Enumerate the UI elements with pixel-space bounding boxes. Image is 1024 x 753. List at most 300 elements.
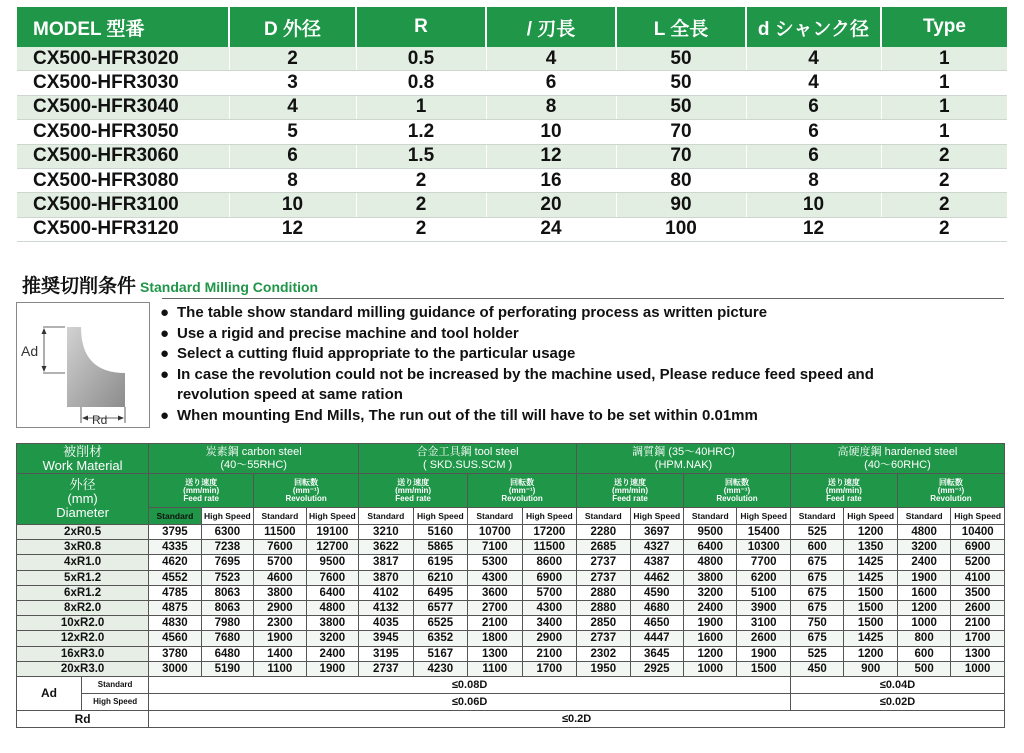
condition-value-cell: 4785 — [149, 585, 201, 600]
condition-value-cell: 600 — [897, 646, 950, 661]
condition-value-cell: 2400 — [684, 600, 737, 615]
condition-value-cell: 2925 — [630, 661, 683, 676]
condition-value-cell: 3645 — [630, 646, 683, 661]
ad-high-main-value: ≤0.06D — [149, 693, 791, 710]
ad-dimension-label: Ad — [21, 343, 39, 359]
condition-value-cell: 450 — [790, 661, 843, 676]
overall-length: 50 — [616, 47, 746, 71]
condition-value-cell: 4335 — [149, 540, 201, 555]
header-type: Type — [881, 7, 1007, 47]
shank-diameter: 10 — [746, 193, 881, 217]
condition-value-cell: 6480 — [201, 646, 253, 661]
condition-value-cell: 1200 — [897, 600, 950, 615]
condition-value-cell: 3800 — [306, 616, 359, 631]
condition-value-cell: 6900 — [522, 570, 577, 585]
model-row — [17, 120, 1007, 144]
milling-row — [17, 646, 1005, 661]
rd-row — [17, 710, 1005, 727]
model-number: CX500-HFR3100 — [17, 193, 229, 217]
condition-value-cell: 4552 — [149, 570, 201, 585]
condition-value-cell: 2685 — [577, 540, 630, 555]
d-diameter: 3 — [229, 71, 356, 95]
condition-value-cell: 9500 — [306, 555, 359, 570]
condition-value-cell: 5700 — [254, 555, 306, 570]
condition-value-cell: 900 — [844, 661, 897, 676]
model-row — [17, 193, 1007, 217]
condition-value-cell: 1425 — [844, 555, 897, 570]
diameter-cell: 8xR2.0 — [17, 600, 149, 615]
diameter-cell: 3xR0.8 — [17, 540, 149, 555]
condition-value-cell: 6210 — [413, 570, 467, 585]
revolution-header: 回転数 (mm⁻¹) Revolution — [897, 474, 1004, 508]
model-row — [17, 168, 1007, 192]
condition-value-cell: 6900 — [951, 540, 1005, 555]
type-value: 1 — [881, 71, 1007, 95]
condition-value-cell: 10300 — [737, 540, 790, 555]
bullet-icon: ● — [160, 365, 170, 383]
condition-value-cell: 4462 — [630, 570, 683, 585]
milling-row — [17, 661, 1005, 676]
shank-diameter: 6 — [746, 95, 881, 119]
condition-value-cell: 1100 — [254, 661, 306, 676]
type-value: 1 — [881, 120, 1007, 144]
condition-value-cell: 1500 — [844, 616, 897, 631]
bullet-icon: ● — [160, 345, 170, 362]
mode-high-speed-header: High Speed — [306, 508, 359, 525]
diameter-cell: 5xR1.2 — [17, 570, 149, 585]
condition-value-cell: 3000 — [149, 661, 201, 676]
flute-length: 10 — [486, 120, 616, 144]
work-material-header: 被削材 Work Material — [17, 444, 149, 474]
condition-value-cell: 1000 — [951, 661, 1005, 676]
condition-value-cell: 1900 — [684, 616, 737, 631]
workpiece-shape — [67, 327, 125, 407]
condition-value-cell: 675 — [790, 555, 843, 570]
condition-value-cell: 1200 — [684, 646, 737, 661]
condition-value-cell: 675 — [790, 631, 843, 646]
condition-title — [22, 271, 318, 298]
type-value: 2 — [881, 217, 1007, 241]
param-header-row — [17, 474, 1005, 508]
mode-standard-header: Standard — [149, 508, 201, 525]
condition-title-jp: 推奨切削条件 — [22, 276, 137, 297]
diameter-cell: 10xR2.0 — [17, 616, 149, 631]
condition-value-cell: 5160 — [413, 525, 467, 540]
d-diameter: 12 — [229, 217, 356, 241]
feed-rate-header: 送り速度 (mm/min) Feed rate — [149, 474, 254, 508]
overall-length: 70 — [616, 120, 746, 144]
flute-length: 16 — [486, 168, 616, 192]
condition-value-cell: 525 — [790, 646, 843, 661]
header-shank-diameter: d シャンク径 — [746, 7, 881, 47]
mode-high-speed-header: High Speed — [201, 508, 253, 525]
condition-value-cell: 5300 — [468, 555, 522, 570]
diameter-header: 外径 (mm) Diameter — [17, 474, 149, 525]
ad-standard-row — [17, 676, 1005, 693]
condition-value-cell: 5700 — [522, 585, 577, 600]
condition-value-cell: 525 — [790, 525, 843, 540]
condition-value-cell: 9500 — [684, 525, 737, 540]
condition-value-cell: 500 — [897, 661, 950, 676]
condition-value-cell: 2700 — [468, 600, 522, 615]
note-text: The table show standard milling guidance of perforating process as written picture — [177, 304, 768, 321]
condition-value-cell: 675 — [790, 585, 843, 600]
condition-value-cell: 3945 — [359, 631, 413, 646]
condition-value-cell: 7695 — [201, 555, 253, 570]
flute-length: 4 — [486, 47, 616, 71]
shank-diameter: 6 — [746, 144, 881, 168]
condition-value-cell: 2400 — [897, 555, 950, 570]
condition-value-cell: 2100 — [522, 646, 577, 661]
condition-value-cell: 1600 — [684, 631, 737, 646]
r-value: 0.5 — [356, 47, 486, 71]
type-value: 1 — [881, 95, 1007, 119]
overall-length: 50 — [616, 95, 746, 119]
condition-value-cell: 2600 — [737, 631, 790, 646]
model-row — [17, 71, 1007, 95]
material-carbon-steel: 炭素鋼 carbon steel (40～55RHC) — [149, 444, 359, 474]
type-value: 2 — [881, 168, 1007, 192]
condition-value-cell: 5865 — [413, 540, 467, 555]
condition-value-cell: 4600 — [254, 570, 306, 585]
condition-value-cell: 1100 — [468, 661, 522, 676]
condition-value-cell: 4230 — [413, 661, 467, 676]
model-header-row — [17, 7, 1007, 47]
condition-value-cell: 1500 — [844, 585, 897, 600]
ad-label: Ad Standard High Speed — [17, 676, 149, 710]
condition-divider — [162, 298, 1004, 299]
note-item — [160, 344, 1010, 365]
condition-value-cell: 2302 — [577, 646, 630, 661]
condition-value-cell: 19100 — [306, 525, 359, 540]
condition-value-cell: 1900 — [897, 570, 950, 585]
model-number: CX500-HFR3120 — [17, 217, 229, 241]
condition-value-cell: 675 — [790, 600, 843, 615]
condition-value-cell: 7980 — [201, 616, 253, 631]
condition-value-cell: 2400 — [306, 646, 359, 661]
note-text: In case the revolution could not be increased by the machine used, Please reduce feed speed and revolution speed at same ration — [177, 365, 874, 403]
condition-value-cell: 1900 — [737, 646, 790, 661]
depth-of-cut-body — [17, 676, 1005, 727]
condition-value-cell: 4680 — [630, 600, 683, 615]
ad-high-hard-value: ≤0.02D — [790, 693, 1004, 710]
material-header-row — [17, 444, 1005, 474]
condition-value-cell: 6577 — [413, 600, 467, 615]
diameter-cell: 12xR2.0 — [17, 631, 149, 646]
condition-value-cell: 3200 — [897, 540, 950, 555]
flute-length: 6 — [486, 71, 616, 95]
condition-value-cell: 2100 — [468, 616, 522, 631]
condition-value-cell: 4327 — [630, 540, 683, 555]
condition-value-cell: 2280 — [577, 525, 630, 540]
note-item — [160, 365, 1010, 406]
flute-length: 24 — [486, 217, 616, 241]
milling-row — [17, 631, 1005, 646]
condition-value-cell: 12700 — [306, 540, 359, 555]
condition-value-cell: 15400 — [737, 525, 790, 540]
condition-value-cell: 3870 — [359, 570, 413, 585]
note-text: Use a rigid and precise machine and tool holder — [177, 324, 519, 342]
mode-standard-header: Standard — [790, 508, 843, 525]
header-r: R — [356, 7, 486, 47]
condition-value-cell: 4830 — [149, 616, 201, 631]
r-value: 1.2 — [356, 120, 486, 144]
milling-row — [17, 600, 1005, 615]
condition-value-cell: 1000 — [684, 661, 737, 676]
note-text: Select a cutting fluid appropriate to the particular usage — [177, 345, 576, 362]
overall-length: 70 — [616, 144, 746, 168]
condition-value-cell: 800 — [897, 631, 950, 646]
condition-value-cell: 2600 — [951, 600, 1005, 615]
condition-value-cell: 4300 — [468, 570, 522, 585]
condition-value-cell: 3817 — [359, 555, 413, 570]
d-diameter: 5 — [229, 120, 356, 144]
condition-title-en: Standard Milling Condition — [140, 279, 319, 295]
condition-value-cell: 5167 — [413, 646, 467, 661]
condition-value-cell: 7600 — [306, 570, 359, 585]
condition-value-cell: 3600 — [468, 585, 522, 600]
d-diameter: 2 — [229, 47, 356, 71]
condition-value-cell: 750 — [790, 616, 843, 631]
condition-value-cell: 4560 — [149, 631, 201, 646]
condition-value-cell: 2737 — [577, 631, 630, 646]
condition-value-cell: 1500 — [737, 661, 790, 676]
bullet-icon: ● — [160, 406, 170, 424]
condition-value-cell: 4132 — [359, 600, 413, 615]
condition-value-cell: 6400 — [306, 585, 359, 600]
condition-value-cell: 6525 — [413, 616, 467, 631]
milling-row — [17, 525, 1005, 540]
cutting-diagram-svg — [17, 303, 149, 427]
mode-high-speed-header: High Speed — [522, 508, 577, 525]
condition-value-cell: 2300 — [254, 616, 306, 631]
condition-value-cell: 1900 — [254, 631, 306, 646]
condition-value-cell: 2737 — [577, 555, 630, 570]
condition-value-cell: 675 — [790, 570, 843, 585]
condition-value-cell: 2900 — [522, 631, 577, 646]
model-table-body — [17, 47, 1007, 242]
condition-value-cell: 4100 — [951, 570, 1005, 585]
overall-length: 80 — [616, 168, 746, 192]
condition-value-cell: 1700 — [951, 631, 1005, 646]
condition-value-cell: 6352 — [413, 631, 467, 646]
rd-label: Rd — [17, 710, 149, 727]
r-value: 1 — [356, 95, 486, 119]
mode-standard-header: Standard — [359, 508, 413, 525]
model-row — [17, 95, 1007, 119]
mode-high-speed-header: High Speed — [844, 508, 897, 525]
flute-length: 12 — [486, 144, 616, 168]
d-diameter: 10 — [229, 193, 356, 217]
condition-value-cell: 4035 — [359, 616, 413, 631]
condition-value-cell: 1300 — [468, 646, 522, 661]
note-text: When mounting End Mills, The run out of the till will have to be set within 0.01mm — [177, 406, 758, 424]
condition-value-cell: 3795 — [149, 525, 201, 540]
model-number: CX500-HFR3050 — [17, 120, 229, 144]
mode-standard-header: Standard — [254, 508, 306, 525]
condition-value-cell: 600 — [790, 540, 843, 555]
shank-diameter: 12 — [746, 217, 881, 241]
ad-standard-label: Standard — [82, 677, 148, 694]
bullet-icon: ● — [160, 304, 170, 321]
condition-value-cell: 7600 — [254, 540, 306, 555]
condition-value-cell: 6195 — [413, 555, 467, 570]
condition-value-cell: 4875 — [149, 600, 201, 615]
condition-value-cell: 8063 — [201, 585, 253, 600]
condition-value-cell: 6300 — [201, 525, 253, 540]
condition-value-cell: 8600 — [522, 555, 577, 570]
condition-value-cell: 3195 — [359, 646, 413, 661]
condition-value-cell: 5100 — [737, 585, 790, 600]
header-d-diameter: D 外径 — [229, 7, 356, 47]
condition-value-cell: 4447 — [630, 631, 683, 646]
condition-value-cell: 2900 — [254, 600, 306, 615]
condition-value-cell: 6495 — [413, 585, 467, 600]
condition-value-cell: 4800 — [897, 525, 950, 540]
condition-value-cell: 1200 — [844, 525, 897, 540]
diameter-cell: 20xR3.0 — [17, 661, 149, 676]
mode-high-speed-header: High Speed — [630, 508, 683, 525]
mode-high-speed-header: High Speed — [951, 508, 1005, 525]
revolution-header: 回転数 (mm⁻¹) Revolution — [468, 474, 577, 508]
cutting-diagram — [16, 302, 150, 428]
ad-high-row — [17, 693, 1005, 710]
condition-value-cell: 1600 — [897, 585, 950, 600]
ad-standard-main-value: ≤0.08D — [149, 676, 791, 693]
condition-value-cell: 3800 — [254, 585, 306, 600]
condition-value-cell: 2850 — [577, 616, 630, 631]
feed-rate-header: 送り速度 (mm/min) Feed rate — [790, 474, 897, 508]
mode-standard-header: Standard — [684, 508, 737, 525]
condition-value-cell: 6400 — [684, 540, 737, 555]
feed-rate-header: 送り速度 (mm/min) Feed rate — [577, 474, 684, 508]
d-diameter: 8 — [229, 168, 356, 192]
bullet-icon: ● — [160, 324, 170, 342]
type-value: 2 — [881, 144, 1007, 168]
condition-value-cell: 10400 — [951, 525, 1005, 540]
condition-value-cell: 3622 — [359, 540, 413, 555]
diameter-cell: 4xR1.0 — [17, 555, 149, 570]
condition-value-cell: 1425 — [844, 570, 897, 585]
r-value: 2 — [356, 193, 486, 217]
condition-value-cell: 3697 — [630, 525, 683, 540]
diameter-cell: 2xR0.5 — [17, 525, 149, 540]
r-value: 2 — [356, 168, 486, 192]
overall-length: 90 — [616, 193, 746, 217]
material-tool-steel: 合金工具鋼 tool steel ( SKD.SUS.SCM ) — [359, 444, 577, 474]
condition-value-cell: 17200 — [522, 525, 577, 540]
overall-length: 100 — [616, 217, 746, 241]
condition-value-cell: 2880 — [577, 600, 630, 615]
condition-value-cell: 1350 — [844, 540, 897, 555]
condition-value-cell: 5200 — [951, 555, 1005, 570]
shank-diameter: 4 — [746, 47, 881, 71]
material-hardened-steel: 高硬度鋼 hardened steel (40～60RHC) — [790, 444, 1004, 474]
type-value: 2 — [881, 193, 1007, 217]
material-tempered-steel: 調質鋼 (35～40HRC) (HPM.NAK) — [577, 444, 791, 474]
condition-value-cell: 10700 — [468, 525, 522, 540]
condition-value-cell: 4800 — [684, 555, 737, 570]
milling-data-body — [17, 525, 1005, 677]
mode-header-row — [17, 508, 1005, 525]
condition-value-cell: 1000 — [897, 616, 950, 631]
model-number: CX500-HFR3030 — [17, 71, 229, 95]
mode-standard-header: Standard — [577, 508, 630, 525]
condition-value-cell: 4800 — [306, 600, 359, 615]
revolution-header: 回転数 (mm⁻¹) Revolution — [254, 474, 359, 508]
condition-value-cell: 3500 — [951, 585, 1005, 600]
model-number: CX500-HFR3020 — [17, 47, 229, 71]
shank-diameter: 6 — [746, 120, 881, 144]
shank-diameter: 8 — [746, 168, 881, 192]
condition-value-cell: 4102 — [359, 585, 413, 600]
milling-row — [17, 555, 1005, 570]
condition-value-cell: 7523 — [201, 570, 253, 585]
shank-diameter: 4 — [746, 71, 881, 95]
condition-value-cell: 3200 — [684, 585, 737, 600]
overall-length: 50 — [616, 71, 746, 95]
d-diameter: 6 — [229, 144, 356, 168]
model-number: CX500-HFR3060 — [17, 144, 229, 168]
condition-value-cell: 7100 — [468, 540, 522, 555]
model-number: CX500-HFR3080 — [17, 168, 229, 192]
condition-notes — [160, 303, 1010, 426]
type-value: 1 — [881, 47, 1007, 71]
condition-value-cell: 7700 — [737, 555, 790, 570]
milling-row — [17, 585, 1005, 600]
model-table — [17, 7, 1007, 242]
model-row — [17, 217, 1007, 241]
condition-value-cell: 3900 — [737, 600, 790, 615]
condition-value-cell: 4387 — [630, 555, 683, 570]
model-row — [17, 47, 1007, 71]
condition-value-cell: 5190 — [201, 661, 253, 676]
condition-value-cell: 2880 — [577, 585, 630, 600]
condition-value-cell: 3800 — [684, 570, 737, 585]
flute-length: 8 — [486, 95, 616, 119]
condition-value-cell: 1500 — [844, 600, 897, 615]
condition-value-cell: 1700 — [522, 661, 577, 676]
r-value: 0.8 — [356, 71, 486, 95]
rd-dimension-label: Rd — [92, 413, 108, 427]
mode-standard-header: Standard — [468, 508, 522, 525]
r-value: 2 — [356, 217, 486, 241]
feed-rate-header: 送り速度 (mm/min) Feed rate — [359, 474, 468, 508]
note-item — [160, 406, 1010, 427]
diameter-cell: 6xR1.2 — [17, 585, 149, 600]
mode-high-speed-header: High Speed — [413, 508, 467, 525]
condition-value-cell: 6200 — [737, 570, 790, 585]
condition-value-cell: 8063 — [201, 600, 253, 615]
flute-length: 20 — [486, 193, 616, 217]
condition-value-cell: 1900 — [306, 661, 359, 676]
condition-value-cell: 2100 — [951, 616, 1005, 631]
note-item — [160, 303, 1010, 324]
rd-value: ≤0.2D — [149, 710, 1005, 727]
revolution-header: 回転数 (mm⁻¹) Revolution — [684, 474, 791, 508]
condition-value-cell: 3100 — [737, 616, 790, 631]
ad-standard-hard-value: ≤0.04D — [790, 676, 1004, 693]
condition-value-cell: 11500 — [254, 525, 306, 540]
milling-row — [17, 616, 1005, 631]
condition-value-cell: 7238 — [201, 540, 253, 555]
condition-value-cell: 4300 — [522, 600, 577, 615]
diameter-cell: 16xR3.0 — [17, 646, 149, 661]
d-diameter: 4 — [229, 95, 356, 119]
condition-value-cell: 11500 — [522, 540, 577, 555]
milling-row — [17, 570, 1005, 585]
mode-standard-header: Standard — [897, 508, 950, 525]
